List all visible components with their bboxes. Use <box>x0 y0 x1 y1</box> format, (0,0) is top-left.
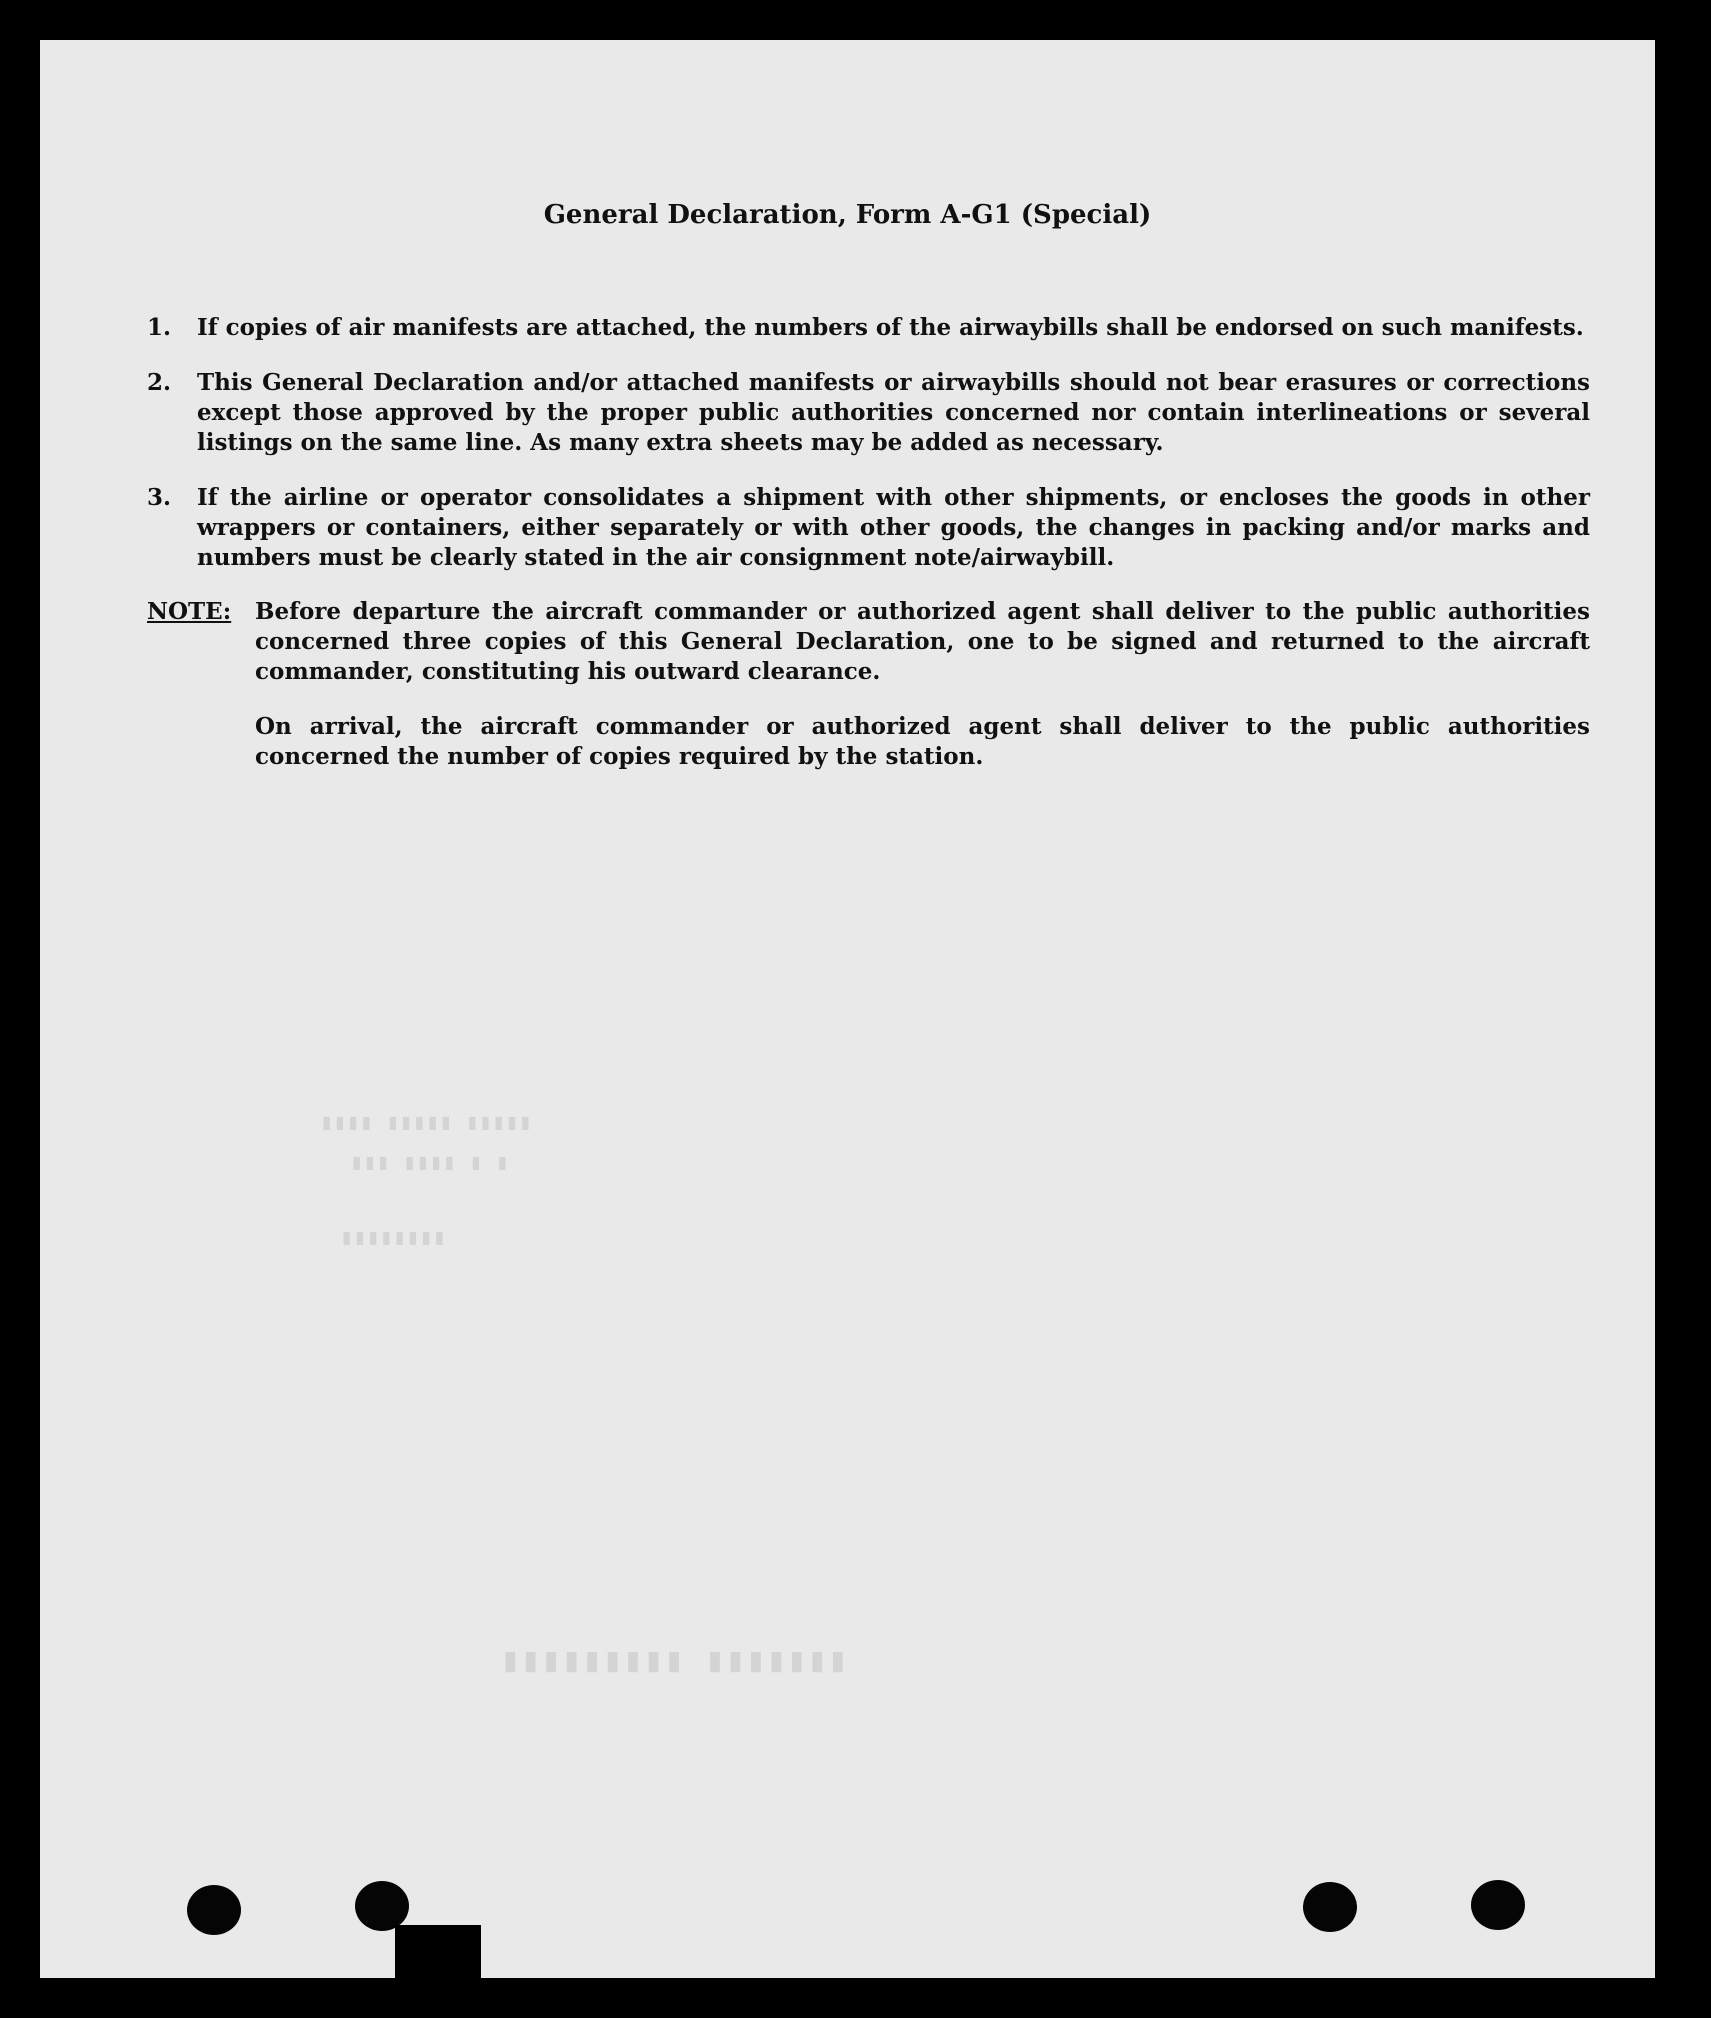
punch-hole <box>187 1885 241 1935</box>
note-arrival-text: On arrival, the aircraft commander or authorized agent shall deliver to the public authorities concerned the number of copies required by the station. <box>255 713 1590 770</box>
instruction-item-1 <box>147 313 1590 343</box>
punch-hole <box>1471 1880 1525 1930</box>
punch-hole <box>355 1881 409 1931</box>
item-text: If the airline or operator consolidates a shipment with other shipments, or encloses the goods in other wrappers or containers, either separately or with other goods, the changes in packing and/or marks and numbers must be clearly stated in the air consignment note/airwaybill. <box>197 484 1590 571</box>
item-number: 3. <box>147 484 172 511</box>
bleed-through-mark: ▮▮▮▮▮▮▮ ▮▮▮▮▮▮▮▮▮ <box>500 1640 848 1680</box>
note-label: NOTE: <box>147 598 232 625</box>
item-number: 2. <box>147 369 172 396</box>
bleed-through-mark: ▮▮▮▮▮▮▮▮ <box>340 1225 446 1250</box>
item-number: 1. <box>147 314 172 341</box>
note-text: Before departure the aircraft commander or authorized agent shall deliver to the public authorities concerned three copies of this General Declaration, one to be signed and returned to the aircraft commander, constituting his outward clearance. <box>255 598 1590 685</box>
instruction-item-2 <box>147 368 1590 458</box>
item-text: This General Declaration and/or attached manifests or airwaybills should not bear erasures or corrections except those approved by the proper public authorities concerned nor contain interlineations or several listings on the same line. As many extra sheets may be added as necessary. <box>197 369 1590 456</box>
instruction-item-3 <box>147 483 1590 573</box>
scan-edge-tab <box>395 1925 481 2018</box>
item-text: If copies of air manifests are attached, the numbers of the airwaybills shall be endorsed on such manifests. <box>197 314 1584 341</box>
bleed-through-mark: ▮ ▮ ▮▮▮▮ ▮▮▮ <box>350 1150 509 1175</box>
punch-hole <box>1303 1882 1357 1932</box>
note-block <box>147 597 1590 687</box>
bleed-through-mark: ▮▮▮▮▮ ▮▮▮▮▮ ▮▮▮▮ <box>320 1110 532 1135</box>
document-page <box>40 40 1655 1978</box>
document-title: General Declaration, Form A-G1 (Special) <box>543 200 1152 230</box>
